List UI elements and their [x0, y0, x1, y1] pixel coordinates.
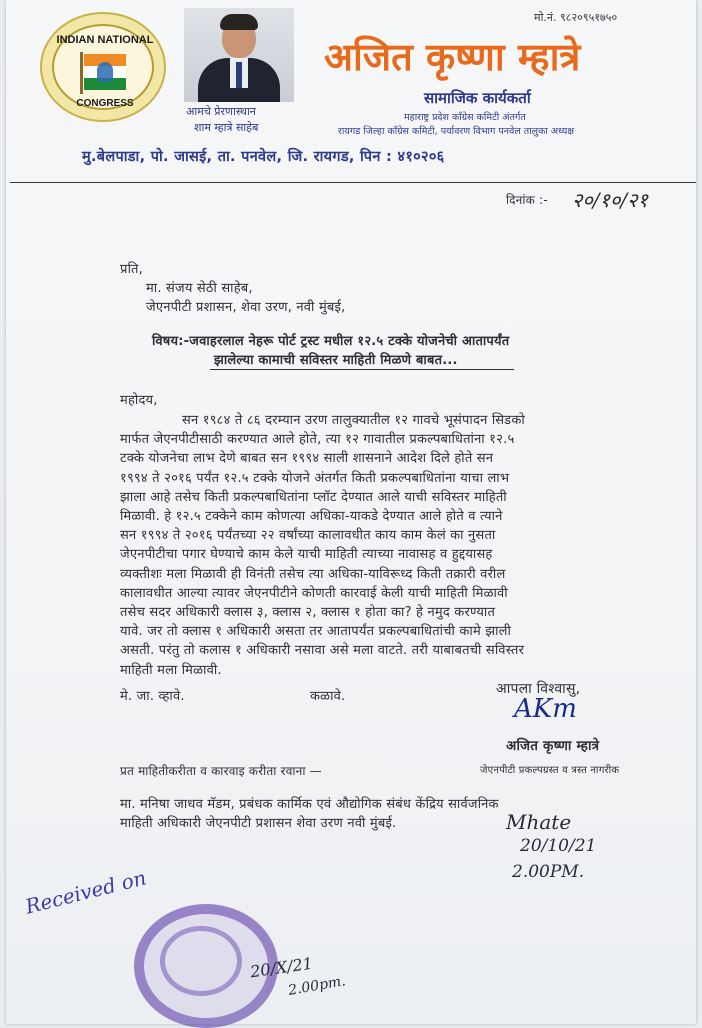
received-time: 2.00PM.	[512, 862, 585, 882]
body-line: व्यक्तीशः मला मिळावी ही विनंती तसेच त्या अधिका-याविरूध्द किती तक्रारी वरील	[120, 566, 506, 582]
cc-line-1: मा. मनिषा जाधव मॅडम, प्रबंधक कार्मिक एवं औद्योगिक संबंध केंद्रिय सार्वजनिक	[120, 797, 499, 812]
body-line: माहिती मला मिळावी.	[120, 662, 222, 678]
received-signature: Mhate	[506, 810, 572, 834]
closing-left: मे. जा. व्हावे.	[120, 689, 185, 704]
org-line-1: महाराष्ट्र प्रदेश काँग्रेस कमिटी अंतर्गत	[404, 112, 526, 123]
logo-top-text: INDIAN NATIONAL	[56, 34, 154, 46]
stamp-time: 2.00pm.	[287, 973, 347, 999]
designation: सामाजिक कार्यकर्ता	[424, 89, 531, 107]
photo-caption-2: शाम म्हात्रे साहेब	[194, 121, 259, 134]
body-line: मार्फत जेएनपीटीसाठी करण्यात आले होते, त्या १२ गावातील प्रकल्पबाधितांना १२.५	[120, 432, 515, 448]
received-on-note: Received on	[22, 865, 149, 919]
recipient-line-1: मा. संजय सेठी साहेब,	[146, 281, 253, 296]
subject-line-1: विषय:-जवाहरलाल नेहरू पोर्ट ट्रस्ट मधील १२.५ टक्के योजनेची आतापर्यंत	[152, 334, 510, 349]
body-line: असती. परंतु तो कलास १ अधिकारी नसावा असे मला वाटते. तरी याबाबतची सविस्तर	[120, 643, 525, 659]
flag-pole	[80, 52, 83, 94]
body-line: झाला आहे तसेच किती प्रकल्पबाधितांना प्लॉट देण्यात आले याची सविस्तर माहिती	[120, 489, 507, 505]
body-line: १९९४ ते २०१६ पर्यंत १२.५ टक्के योजने अंतर्गत किती प्रकल्पबाधितांना याचा लाभ	[120, 470, 510, 486]
body-line: तसेच सदर अधिकारी क्लास ३, क्लास २, क्लास १ होता का? हे नमुद करण्यात	[120, 605, 496, 620]
prati-label: प्रति,	[120, 262, 143, 277]
letterhead-name: अजित कृष्णा म्हात्रे	[324, 35, 581, 79]
flag-icon	[84, 54, 126, 90]
recipient-line-2: जेएनपीटी प्रशासन, शेवा उरण, नवी मुंबई,	[146, 300, 346, 315]
date-value: २०/१०/२१	[572, 188, 648, 212]
subject-line-2: झालेल्या कामाची सविस्तर माहिती मिळणे बाबत...	[214, 353, 458, 368]
body-line: मिळावी. हे १२.५ टक्केने काम कोणत्या अधिका-याकडे देण्यात आले होते व त्याने	[120, 509, 503, 524]
salutation: महोदय,	[120, 393, 158, 408]
org-line-2: रायगड जिल्हा काँग्रेस कमिटी, पर्यावरण विभाग पनवेल तालुका अध्यक्ष	[338, 126, 575, 137]
congress-logo	[40, 12, 166, 122]
cc-line-2: माहिती अधिकारी जेएनपीटी प्रशासन शेवा उरण नवी मुंबई.	[120, 816, 397, 831]
office-stamp-inner	[160, 926, 242, 996]
mobile-number: मो.नं. ९८२०९५१७५०	[534, 11, 618, 24]
body-line: कालावधीत आल्या त्यावर जेएनपीटीने कोणती कारवाई केली याची माहिती मिळावी	[120, 585, 508, 601]
stamp-date: 20/X/21	[248, 953, 314, 982]
hand-symbol-icon	[97, 62, 113, 82]
logo-bottom-text: CONGRESS	[76, 98, 134, 109]
letter-page	[6, 0, 696, 1024]
signer-name: अजित कृष्णा म्हात्रे	[506, 738, 600, 754]
photo-caption-1: आमचे प्रेरणास्थान	[186, 105, 256, 118]
address-line: मु.बेलपाडा, पो. जासई, ता. पनवेल, जि. रायगड, पिन : ४१०२०६	[82, 149, 445, 165]
received-date: 20/10/21	[520, 836, 597, 856]
subject-underline	[210, 369, 514, 370]
copy-right: जेएनपीटी प्रकल्पग्रस्त व त्रस्त नागरीक	[480, 765, 620, 776]
header-divider	[10, 182, 696, 183]
body-line: टक्के योजनेचा लाभ देणे बाबत सन १९९४ साली शासनाने आदेश दिले होते सन	[120, 451, 494, 467]
body-line: यावे. जर तो क्लास १ अधिकारी असता तर आतापर्यंत प्रकल्पबाधितांची कामे झाली	[120, 624, 512, 640]
closing-right: आपला विश्वासु,	[496, 681, 581, 697]
signature: AKm	[514, 694, 577, 724]
body-line: जेएनपीटीचा पगार घेण्याचे काम केले याची माहिती त्याच्या नावासह व हुद्दयासह	[120, 547, 493, 563]
body-line: सन १९८४ ते ८६ दरम्यान उरण तालुक्यातील १२ गावचे भूसंपादन सिडको	[182, 413, 525, 428]
date-label: दिनांक :-	[506, 193, 548, 207]
closing-middle: कळावे.	[310, 689, 346, 704]
leader-photo	[184, 8, 294, 102]
body-line: सन १९९४ ते २०१६ पर्यंतच्या २२ वर्षांच्या कालावधीत काय काम केलं का नुसता	[120, 528, 496, 544]
copy-line: प्रत माहितीकरीता व कारवाइ करीता रवाना —	[120, 764, 322, 778]
